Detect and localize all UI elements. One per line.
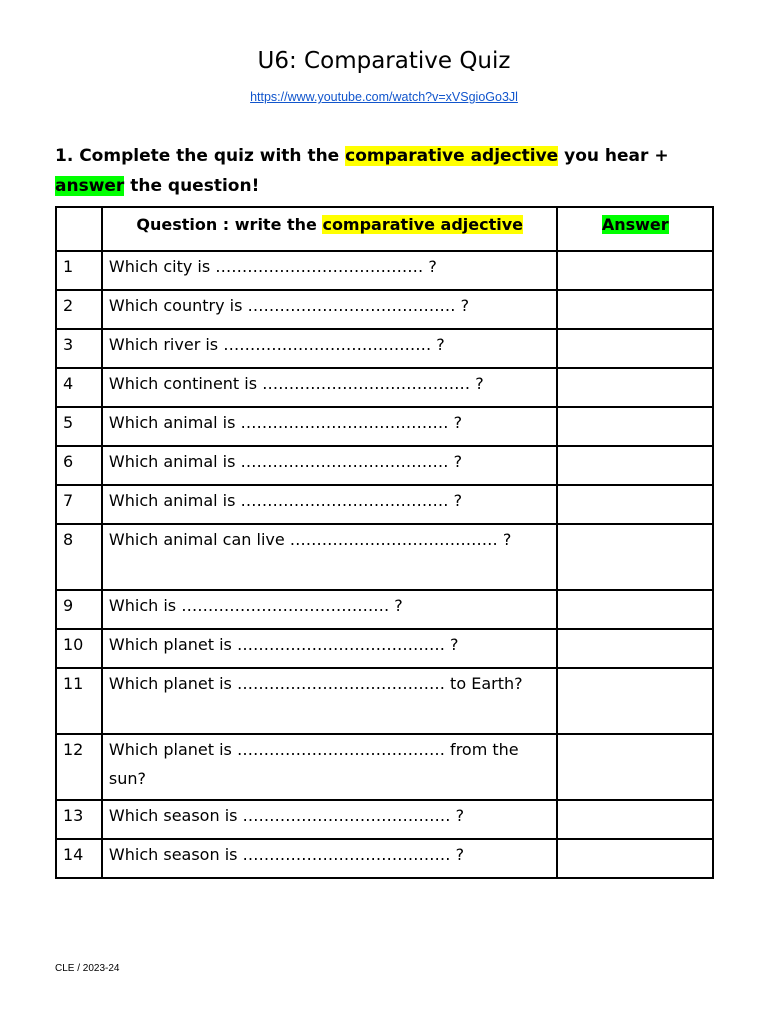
row-number: 2 (56, 290, 102, 329)
row-answer-field[interactable] (557, 368, 713, 407)
row-answer-field[interactable] (557, 839, 713, 878)
row-question: Which animal is ………………………………… ? (102, 485, 558, 524)
header-answer-cell (557, 207, 713, 251)
row-number: 9 (56, 590, 102, 629)
table-row (56, 368, 713, 407)
table-row (56, 629, 713, 668)
quiz-table-header-row (56, 207, 713, 251)
row-question: Which continent is ………………………………… ? (102, 368, 558, 407)
table-row (56, 290, 713, 329)
footer-text: CLE / 2023-24 (55, 963, 120, 974)
row-answer-field[interactable] (557, 290, 713, 329)
row-number: 7 (56, 485, 102, 524)
header-question-prefix: Question : write the (136, 215, 323, 234)
quiz-table-body (56, 251, 713, 878)
table-row (56, 446, 713, 485)
row-answer-field[interactable] (557, 329, 713, 368)
row-question: Which city is ………………………………… ? (102, 251, 558, 290)
row-question: Which animal is ………………………………… ? (102, 446, 558, 485)
table-row (56, 839, 713, 878)
header-answer-label: Answer (601, 215, 669, 234)
table-row (56, 590, 713, 629)
page-title: U6: Comparative Quiz (257, 48, 511, 74)
row-number: 14 (56, 839, 102, 878)
row-number: 11 (56, 668, 102, 734)
table-row (56, 668, 713, 734)
table-row (56, 800, 713, 839)
row-number: 8 (56, 524, 102, 590)
table-row (56, 407, 713, 446)
row-question: Which planet is ………………………………… to Earth? (102, 668, 558, 734)
row-number: 10 (56, 629, 102, 668)
row-answer-field[interactable] (557, 251, 713, 290)
row-number: 4 (56, 368, 102, 407)
table-row (56, 251, 713, 290)
table-row (56, 734, 713, 800)
row-number: 13 (56, 800, 102, 839)
row-number: 3 (56, 329, 102, 368)
header-question-cell (102, 207, 558, 251)
table-row (56, 485, 713, 524)
row-question: Which is ………………………………… ? (102, 590, 558, 629)
row-answer-field[interactable] (557, 407, 713, 446)
video-link-container (0, 90, 768, 104)
row-answer-field[interactable] (557, 590, 713, 629)
row-answer-field[interactable] (557, 629, 713, 668)
row-answer-field[interactable] (557, 446, 713, 485)
row-answer-field[interactable] (557, 668, 713, 734)
row-question: Which planet is ………………………………… ? (102, 629, 558, 668)
table-row (56, 524, 713, 590)
row-answer-field[interactable] (557, 800, 713, 839)
row-question: Which animal is ………………………………… ? (102, 407, 558, 446)
row-number: 1 (56, 251, 102, 290)
row-number: 6 (56, 446, 102, 485)
header-number-cell (56, 207, 102, 251)
row-answer-field[interactable] (557, 485, 713, 524)
row-number: 12 (56, 734, 102, 800)
instruction-highlight-adjective: comparative adjective (345, 146, 559, 166)
instruction-part-2: you hear + (558, 146, 669, 166)
instruction-text (55, 141, 725, 201)
row-question: Which planet is ………………………………… from the sun? (102, 734, 558, 800)
youtube-link[interactable]: https://www.youtube.com/watch?v=xVSgioGo3Jl (250, 90, 518, 104)
instruction-part-3: the question! (124, 176, 260, 196)
row-answer-field[interactable] (557, 524, 713, 590)
table-row (56, 329, 713, 368)
row-number: 5 (56, 407, 102, 446)
row-question: Which river is ………………………………… ? (102, 329, 558, 368)
row-question: Which season is ………………………………… ? (102, 800, 558, 839)
row-answer-field[interactable] (557, 734, 713, 800)
instruction-part-1: 1. Complete the quiz with the (55, 146, 346, 166)
row-question: Which country is ………………………………… ? (102, 290, 558, 329)
row-question: Which season is ………………………………… ? (102, 839, 558, 878)
quiz-table (55, 206, 714, 879)
instruction-highlight-answer: answer (55, 176, 125, 196)
header-question-highlight: comparative adjective (322, 215, 524, 234)
row-question: Which animal can live ………………………………… ? (102, 524, 558, 590)
